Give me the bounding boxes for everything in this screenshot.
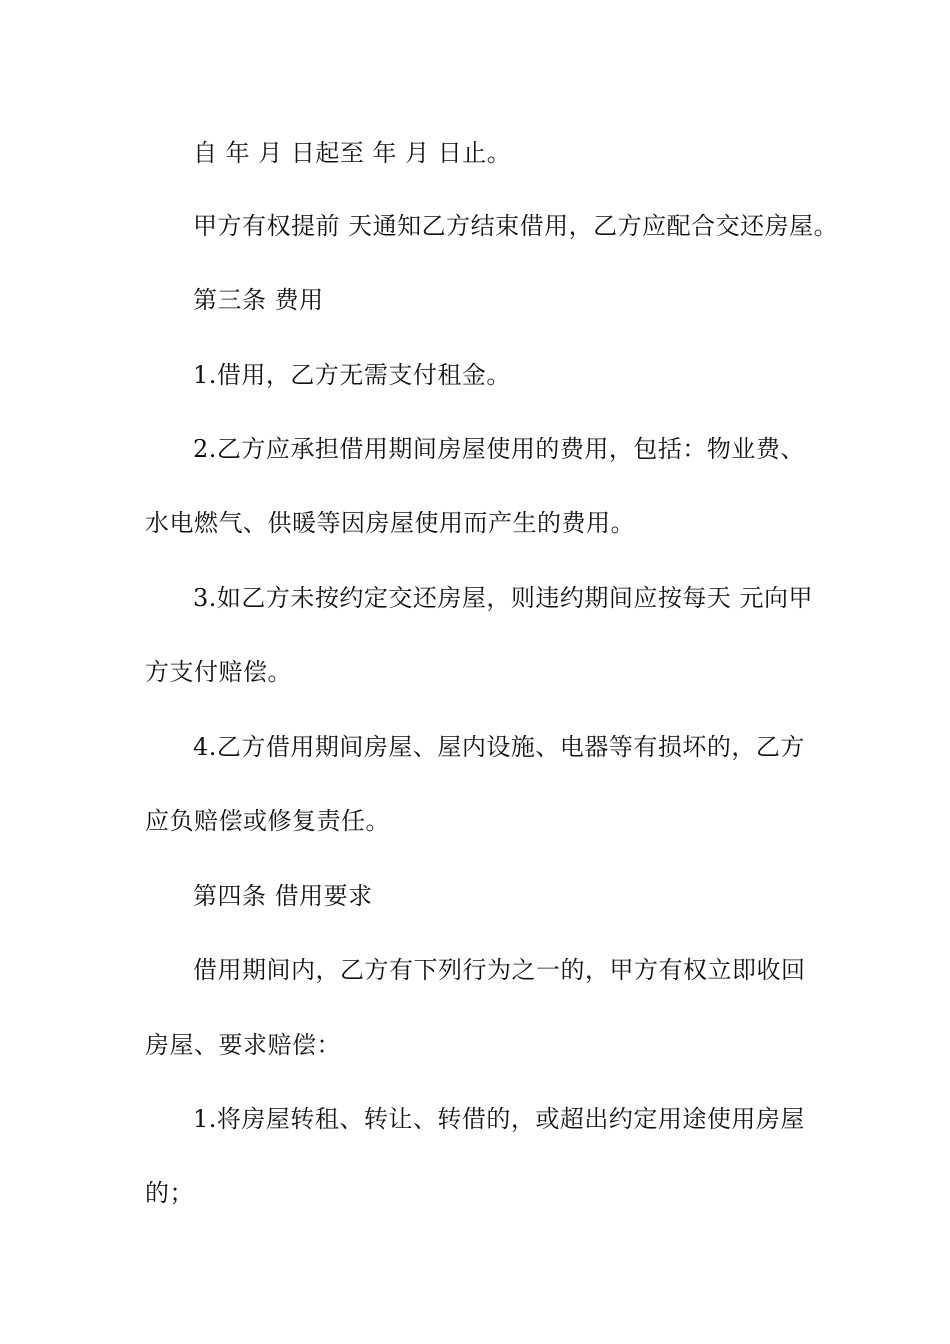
paragraph-requirement-item-1: 1.将房屋转租、转让、转借的，或超出约定用途使用房屋 (193, 1105, 805, 1133)
paragraph-item-4-damage: 4.乙方借用期间房屋、屋内设施、电器等有损坏的，乙方 (193, 733, 805, 761)
paragraph-term-period: 自 年 月 日起至 年 月 日止。 (193, 139, 512, 167)
paragraph-item-1-no-rent: 1.借用，乙方无需支付租金。 (193, 361, 511, 389)
heading-article-four: 第四条 借用要求 (193, 882, 373, 910)
paragraph-early-notice: 甲方有权提前 天通知乙方结束借用，乙方应配合交还房屋。 (193, 212, 839, 240)
paragraph-requirement-item-1-continued: 的； (145, 1179, 194, 1207)
paragraph-item-3-penalty-continued: 方支付赔偿。 (145, 658, 292, 686)
paragraph-borrow-requirements: 借用期间内，乙方有下列行为之一的，甲方有权立即收回 (193, 956, 806, 984)
paragraph-borrow-requirements-continued: 房屋、要求赔偿： (145, 1031, 341, 1059)
heading-article-three: 第三条 费用 (193, 286, 324, 314)
paragraph-item-2-fees-continued: 水电燃气、供暖等因房屋使用而产生的费用。 (145, 509, 635, 537)
paragraph-item-3-penalty: 3.如乙方未按约定交还房屋，则违约期间应按每天 元向甲 (193, 584, 814, 612)
paragraph-item-2-fees: 2.乙方应承担借用期间房屋使用的费用，包括：物业费、 (193, 435, 805, 463)
paragraph-item-4-damage-continued: 应负赔偿或修复责任。 (145, 807, 390, 835)
